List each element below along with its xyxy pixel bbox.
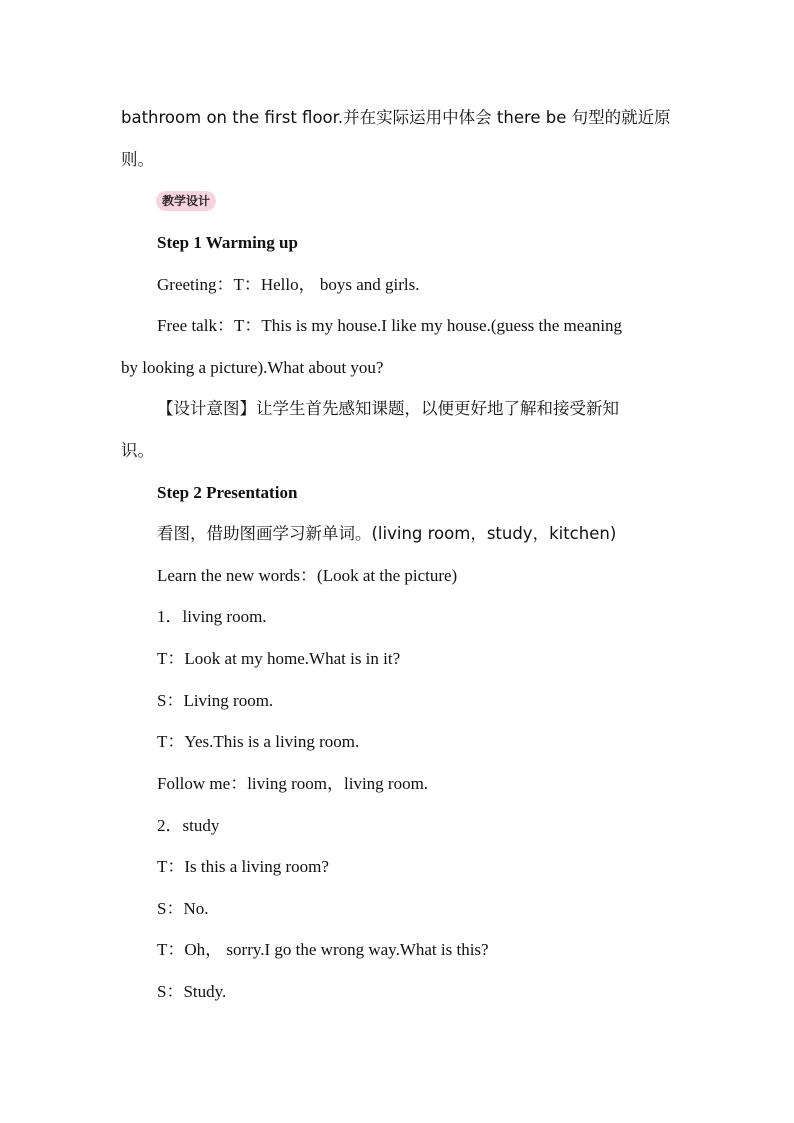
- design-intent-line: 【设计意图】让学生首先感知课题，以便更好地了解和接受新知: [157, 399, 619, 418]
- paragraph-line: 则。: [121, 150, 154, 169]
- list-item: 2．study: [157, 816, 220, 835]
- dialogue-line: T：Is this a living room?: [157, 857, 329, 876]
- dialogue-line: T：Oh， sorry.I go the wrong way.What is this?: [157, 940, 489, 959]
- dialogue-line: T：Yes.This is a living room.: [157, 732, 360, 751]
- design-intent-line: 识。: [121, 441, 154, 460]
- paragraph-line: Learn the new words：(Look at the picture): [157, 566, 458, 585]
- dialogue-line: S：Living room.: [157, 691, 274, 710]
- teaching-design-badge: 教学设计: [156, 191, 216, 211]
- dialogue-line: S：Study.: [157, 982, 227, 1001]
- paragraph-line: Greeting：T：Hello， boys and girls.: [157, 275, 420, 294]
- step-2-heading: Step 2 Presentation: [157, 483, 298, 502]
- dialogue-line: Follow me：living room，living room.: [157, 774, 429, 793]
- list-item: 1．living room.: [157, 607, 267, 626]
- paragraph-line: 看图，借助图画学习新单词。(living room，study，kitchen): [157, 524, 617, 543]
- dialogue-line: S：No.: [157, 899, 209, 918]
- step-1-heading: Step 1 Warming up: [157, 233, 298, 252]
- paragraph-line: Free talk：T：This is my house.I like my house.(guess the meaning: [157, 316, 623, 335]
- paragraph-line: by looking a picture).What about you?: [121, 358, 384, 377]
- dialogue-line: T：Look at my home.What is in it?: [157, 649, 401, 668]
- paragraph-line: bathroom on the first floor.并在实际运用中体会 there be 句型的就近原: [121, 108, 671, 127]
